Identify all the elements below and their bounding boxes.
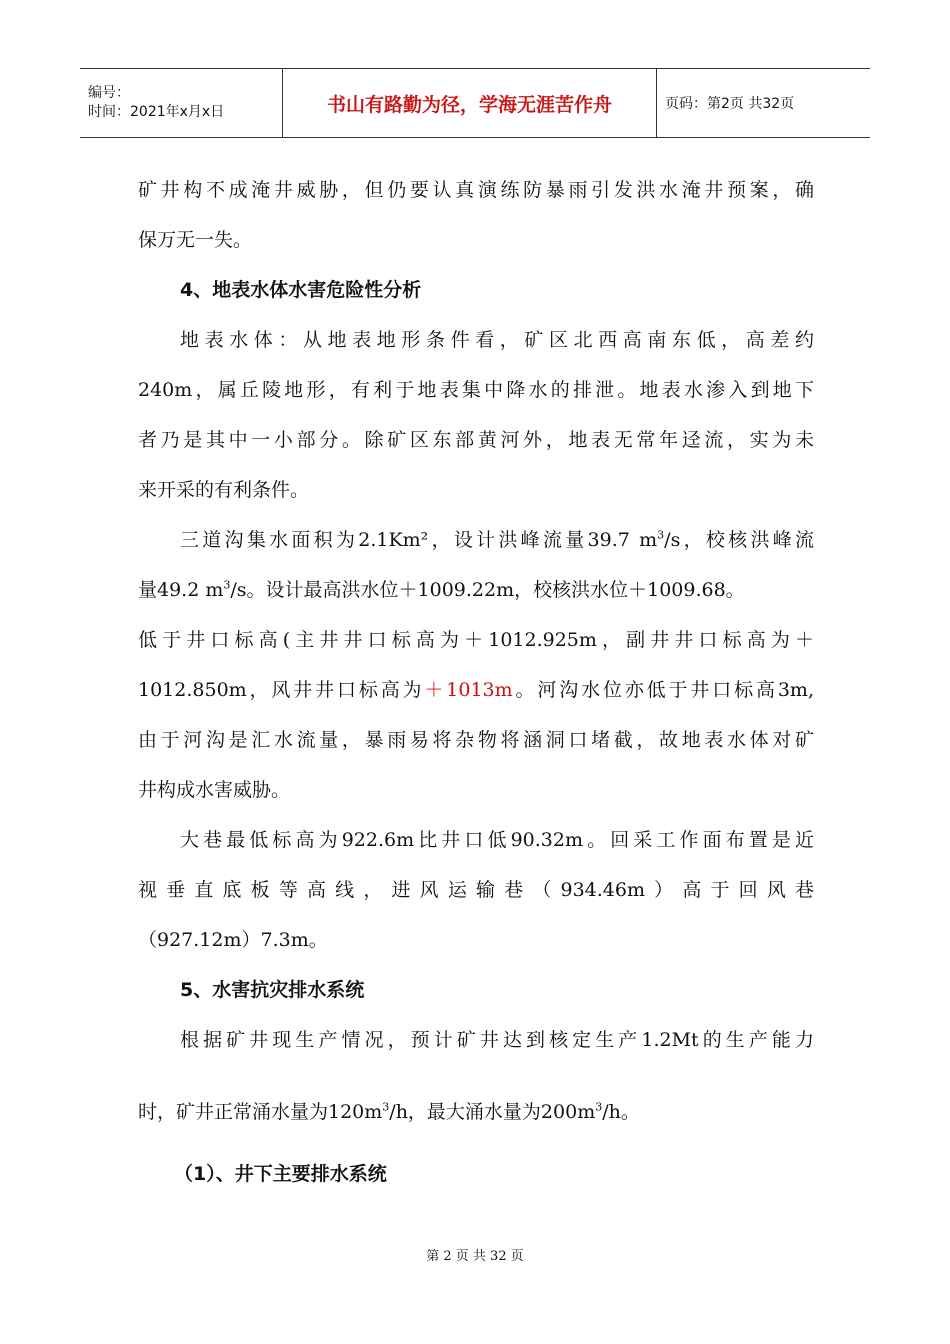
text-run: /h，最大涌水量为200m xyxy=(389,1101,596,1123)
footer-page-number: 第 2 页 共 32 页 xyxy=(426,1249,524,1264)
superscript: 3 xyxy=(595,1100,603,1114)
text-run: /h。 xyxy=(602,1101,640,1123)
paragraph-line xyxy=(138,678,814,702)
paragraph-line: 大巷最低标高为922.6m比井口低90.32m。回采工作面布置是近 xyxy=(180,829,814,851)
page-header xyxy=(80,68,870,138)
header-page-info xyxy=(657,69,870,137)
header-motto xyxy=(283,69,657,137)
superscript: 3 xyxy=(382,1100,390,1114)
paragraph-line: 视垂直底板等高线，进风运输巷（934.46m）高于回风巷 xyxy=(138,879,814,901)
section-heading-4: 4、地表水体水害危险性分析 xyxy=(180,279,422,301)
highlighted-elevation: ＋1013m xyxy=(424,679,513,701)
text-run: 量49.2 m xyxy=(138,579,224,601)
header-number-label: 编号： xyxy=(88,85,130,101)
header-page-info-text: 页码：第2页 共32页 xyxy=(665,96,795,112)
paragraph-line: 井构成水害威胁。 xyxy=(138,779,291,801)
paragraph-line: 保万无一失。 xyxy=(138,229,253,251)
text-run: 。河沟水位亦低于井口标高3m, xyxy=(512,679,814,701)
text-run: /s，校核洪峰流 xyxy=(664,529,815,551)
header-date: 时间：2021年x月x日 xyxy=(88,104,225,120)
page-footer xyxy=(0,1245,950,1264)
section-heading-5: 5、水害抗灾排水系统 xyxy=(180,979,365,1001)
header-meta xyxy=(80,69,283,137)
text-run: 1012.850m，风井井口标高为 xyxy=(138,679,425,701)
paragraph-line: 根据矿井现生产情况，预计矿井达到核定生产1.2Mt的生产能力 xyxy=(180,1029,814,1051)
paragraph-line: 由于河沟是汇水流量，暴雨易将杂物将涵洞口堵截，故地表水体对矿 xyxy=(138,729,814,751)
header-motto-text: 书山有路勤为径，学海无涯苦作舟 xyxy=(326,93,612,116)
subsection-heading-1: （1）、井下主要排水系统 xyxy=(174,1163,387,1185)
text-run: 三道沟集水面积为2.1Km²，设计洪峰流量39.7 m xyxy=(180,529,658,551)
superscript: 3 xyxy=(223,578,231,592)
paragraph-line: 低于井口标高(主井井口标高为＋1012.925m，副井井口标高为＋ xyxy=(138,629,814,651)
paragraph-line xyxy=(138,528,814,552)
text-run: /s。设计最高洪水位＋1009.22m，校核洪水位＋1009.68。 xyxy=(230,579,745,601)
paragraph-line: 者乃是其中一小部分。除矿区东部黄河外，地表无常年迳流，实为未 xyxy=(138,429,814,451)
paragraph-line xyxy=(138,578,814,602)
paragraph-line xyxy=(138,1100,814,1124)
paragraph-line: 240m，属丘陵地形，有利于地表集中降水的排泄。地表水渗入到地下 xyxy=(138,379,814,401)
paragraph-line: 矿井构不成淹井威胁，但仍要认真演练防暴雨引发洪水淹井预案，确 xyxy=(138,179,814,201)
paragraph-line: （927.12m）7.3m。 xyxy=(138,929,328,951)
superscript: 3 xyxy=(657,528,665,542)
paragraph-line: 来开采的有利条件。 xyxy=(138,479,310,501)
paragraph-line: 地表水体：从地表地形条件看，矿区北西高南东低，高差约 xyxy=(180,329,814,351)
text-run: 时，矿井正常涌水量为120m xyxy=(138,1101,383,1123)
